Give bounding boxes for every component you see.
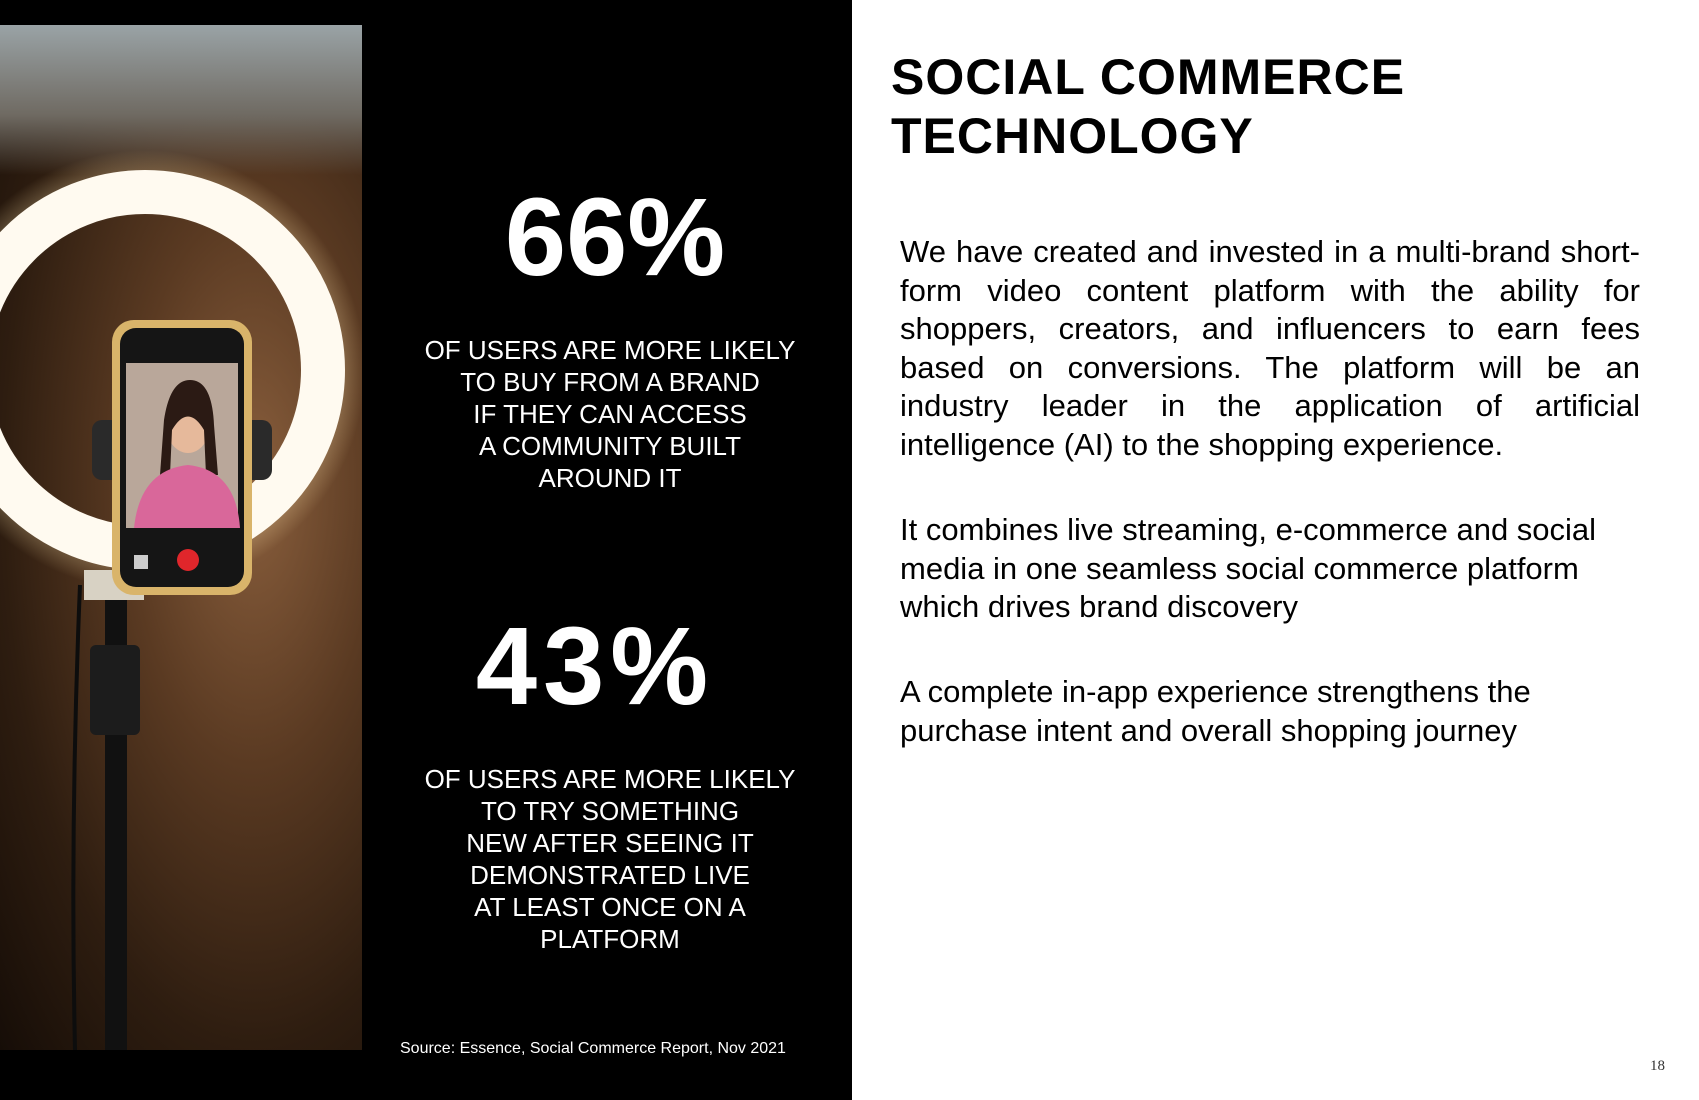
paragraph-live-streaming: It combines live streaming, e-commerce and social media in one seamless social commerce platform which drives brand discovery [900,512,1597,624]
source-citation: Source: Essence, Social Commerce Report, Nov 2021 [400,1040,786,1057]
record-button-icon [177,549,199,571]
paragraph-platform: We have created and invested in a multi-brand short-form video content platform with the ability for shoppers, creators, and influencers to earn fees based on conversions. The platform will be an industry leader in the application of artificial intelligence (AI) to the shopping experience. [900,234,1640,462]
photo-illustration [0,25,362,1050]
tripod-clamp [90,645,140,735]
stat-description-43: OF USERS ARE MORE LIKELY TO TRY SOMETHING NEW AFTER SEEING IT DEMONSTRATED LIVE AT LEAST ONCE ON A PLATFORM [424,764,796,954]
page-number: 18 [1650,1058,1665,1074]
gallery-icon [134,555,148,569]
paragraph-in-app-experience: A complete in-app experience strengthens the purchase intent and overall shopping journey [900,674,1531,748]
stat-value-66: 66% [504,176,726,299]
page-title: SOCIAL COMMERCE TECHNOLOGY [891,49,1406,164]
power-cable [73,585,80,1050]
stat-value-43: 43% [475,605,715,728]
ring-light-phone-photo [0,25,362,1050]
stat-description-66: OF USERS ARE MORE LIKELY TO BUY FROM A BRAND IF THEY CAN ACCESS A COMMUNITY BUILT AROUND IT [424,335,796,493]
